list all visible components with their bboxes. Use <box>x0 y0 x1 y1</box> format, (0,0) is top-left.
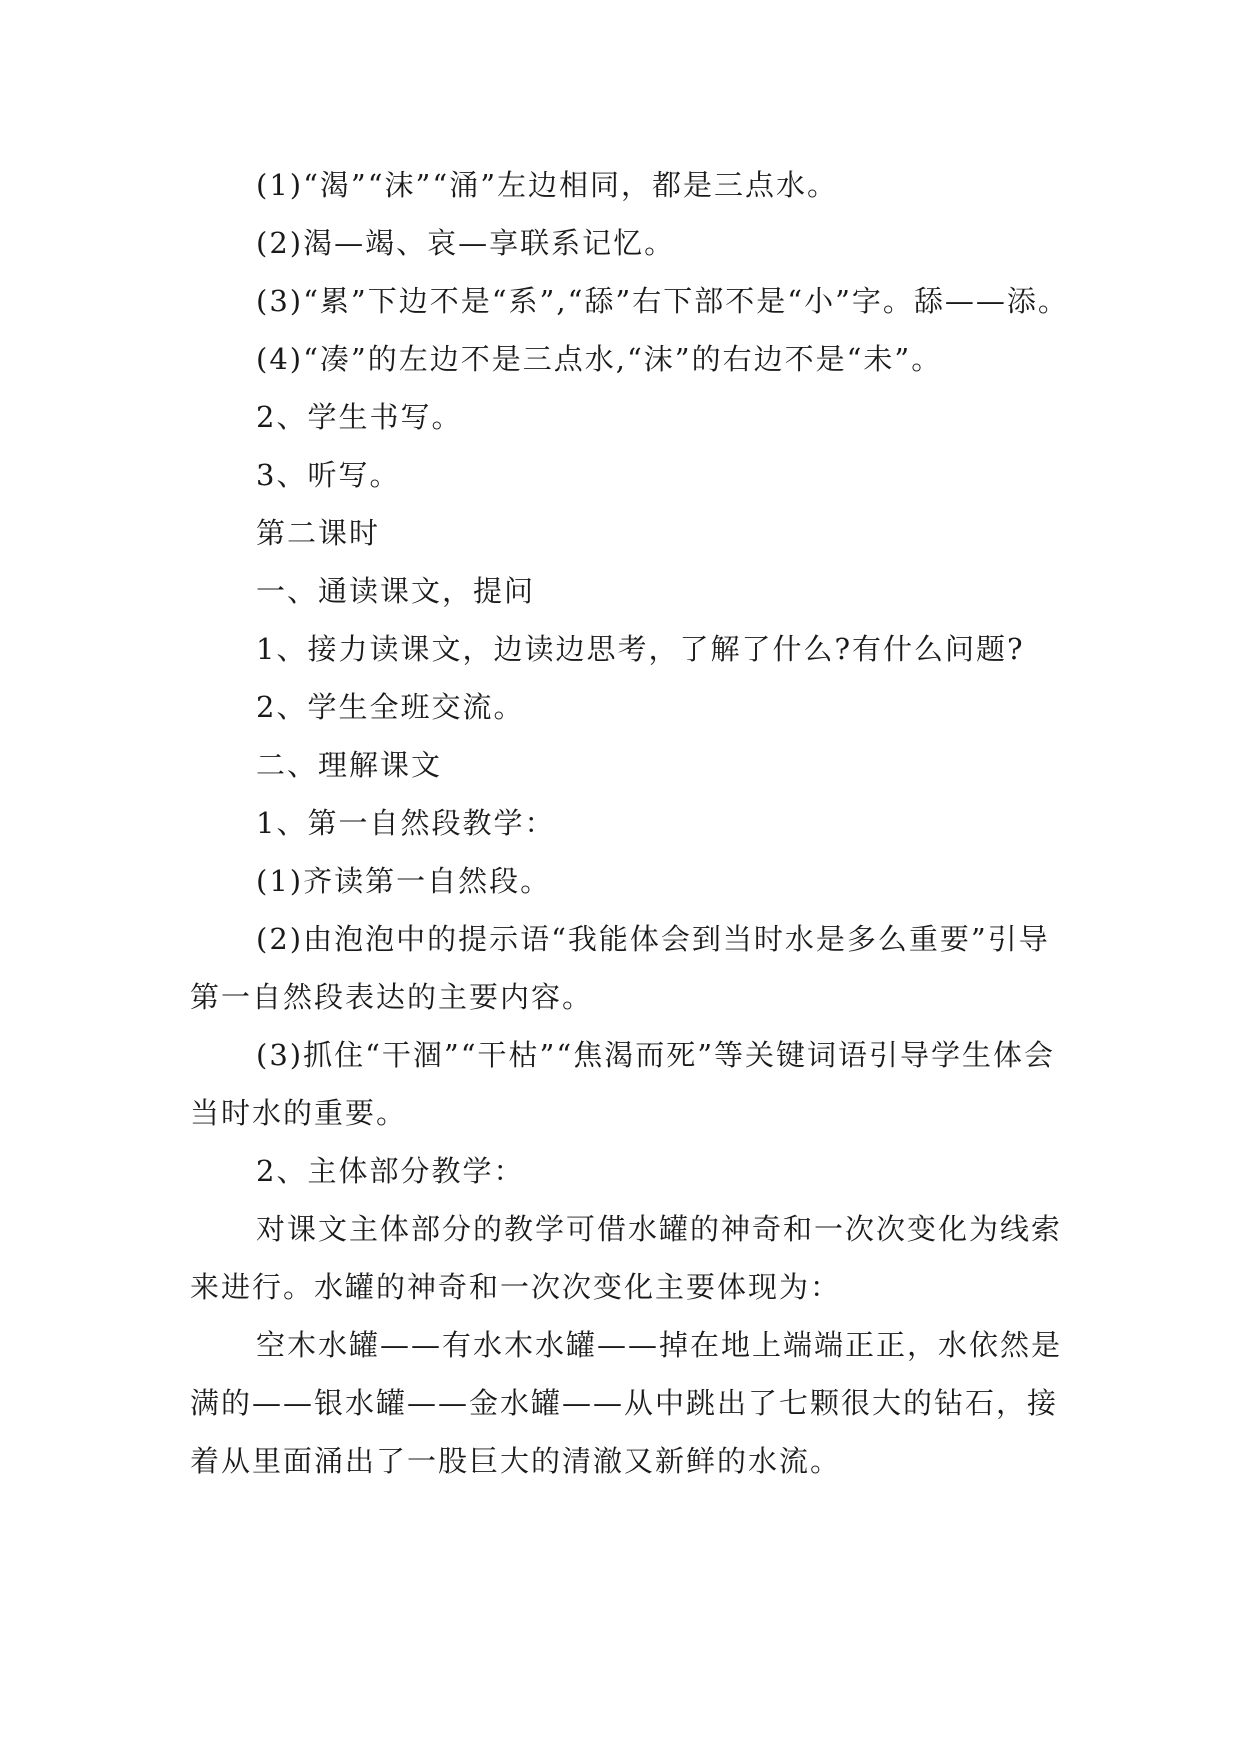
paragraph: (2)由泡泡中的提示语“我能体会到当时水是多么重要”引导第一自然段表达的主要内容。 <box>190 922 1050 1014</box>
paragraph: 2、学生书写。 <box>256 400 463 434</box>
paragraph: (2)渴—竭、哀—享联系记忆。 <box>256 226 676 260</box>
section-heading: 一、通读课文，提问 <box>256 574 536 608</box>
paragraph: 2、学生全班交流。 <box>256 690 525 724</box>
paragraph: 1、接力读课文，边读边思考，了解了什么?有什么问题? <box>256 632 1025 666</box>
section-heading: 第二课时 <box>256 516 381 550</box>
section-heading: 二、理解课文 <box>256 748 443 782</box>
body-text <box>190 156 1070 1490</box>
paragraph: (1)“渴”“沫”“涌”左边相同，都是三点水。 <box>256 168 839 202</box>
paragraph: (4)“凑”的左边不是三点水,“沫”的右边不是“未”。 <box>256 342 943 376</box>
paragraph: (3)“累”下边不是“系”,“舔”右下部不是“小”字。舔——添。 <box>256 284 1069 318</box>
paragraph: 2、主体部分教学： <box>256 1154 525 1188</box>
paragraph: (1)齐读第一自然段。 <box>256 864 552 898</box>
paragraph: 空木水罐——有水木水罐——掉在地上端端正正，水依然是满的——银水罐——金水罐——从中跳出了七颗很大的钻石，接着从里面涌出了一股巨大的清澈又新鲜的水流。 <box>190 1328 1063 1478</box>
paragraph: 1、第一自然段教学： <box>256 806 556 840</box>
paragraph: 对课文主体部分的教学可借水罐的神奇和一次次变化为线索来进行。水罐的神奇和一次次变化主要体现为： <box>190 1212 1063 1304</box>
paragraph: (3)抓住“干涸”“干枯”“焦渴而死”等关键词语引导学生体会当时水的重要。 <box>190 1038 1056 1130</box>
paragraph: 3、听写。 <box>256 458 401 492</box>
